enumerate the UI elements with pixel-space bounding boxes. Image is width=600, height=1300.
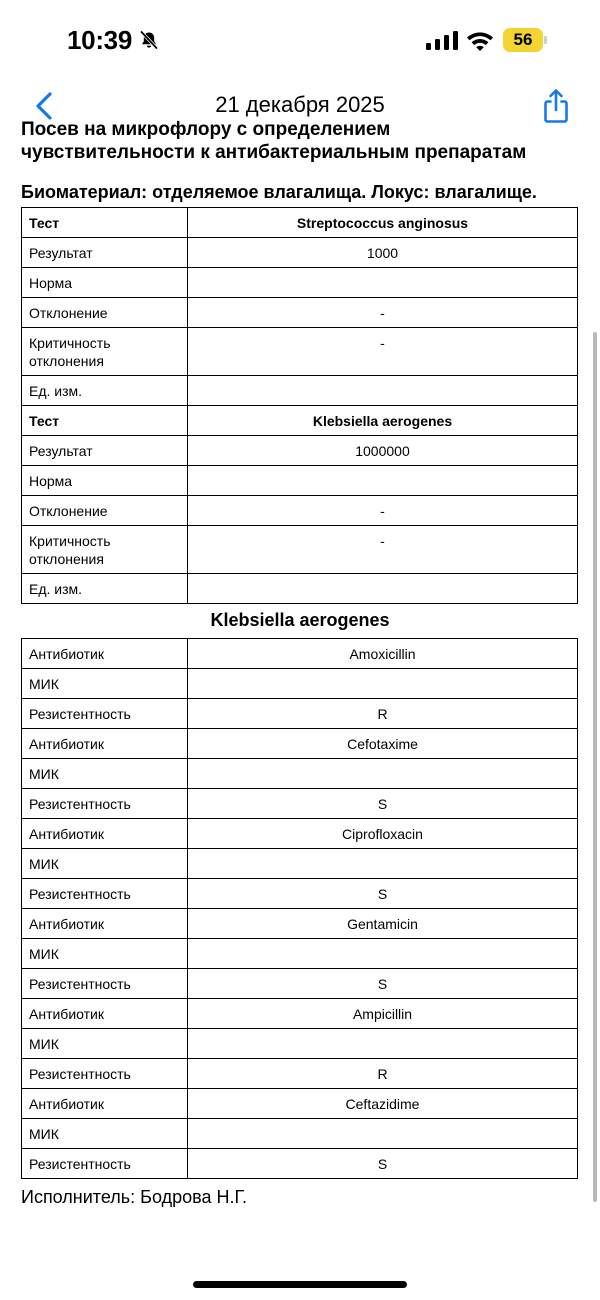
row-value: Klebsiella aerogenes — [188, 406, 578, 436]
antibiotic-row — [22, 639, 578, 669]
executor: Исполнитель: Бодрова Н.Г. — [21, 1187, 248, 1207]
cellular-signal-icon — [426, 31, 458, 50]
row-label: Антибиотик — [22, 909, 188, 939]
antibiotic-row — [22, 819, 578, 849]
result-row — [22, 376, 578, 406]
row-value — [188, 268, 578, 298]
wifi-icon — [466, 30, 494, 51]
result-row — [22, 238, 578, 268]
row-value — [188, 939, 578, 969]
resistance-row — [22, 789, 578, 819]
home-indicator[interactable] — [193, 1281, 407, 1288]
row-label: Антибиотик — [22, 819, 188, 849]
row-label: МИК — [22, 939, 188, 969]
row-value: - — [188, 298, 578, 328]
row-value: 1000 — [188, 238, 578, 268]
resistance-row — [22, 969, 578, 999]
result-row — [22, 298, 578, 328]
mic-row — [22, 1029, 578, 1059]
status-bar — [0, 0, 600, 80]
row-value — [188, 1029, 578, 1059]
row-value — [188, 1119, 578, 1149]
row-value: Ampicillin — [188, 999, 578, 1029]
row-label: Норма — [22, 466, 188, 496]
row-value: S — [188, 879, 578, 909]
document-title-line-1: Посев на микрофлору с определением — [21, 119, 391, 140]
row-label: Критичность отклонения — [22, 328, 188, 376]
row-value — [188, 849, 578, 879]
mic-row — [22, 669, 578, 699]
antibiotic-row — [22, 729, 578, 759]
resistance-row — [22, 1059, 578, 1089]
row-label: Результат — [22, 436, 188, 466]
row-value: - — [188, 496, 578, 526]
document-page — [21, 118, 579, 1208]
row-label: Результат — [22, 238, 188, 268]
row-label: Критичность отклонения — [22, 526, 188, 574]
row-label: Резистентность — [22, 1059, 188, 1089]
row-value: - — [188, 328, 578, 376]
row-label: Норма — [22, 268, 188, 298]
row-value — [188, 466, 578, 496]
row-value: S — [188, 789, 578, 819]
mic-row — [22, 939, 578, 969]
row-label: Отклонение — [22, 298, 188, 328]
row-label: Резистентность — [22, 879, 188, 909]
row-value — [188, 574, 578, 604]
result-row — [22, 268, 578, 298]
antibiogram-heading: Klebsiella aerogenes — [210, 610, 390, 630]
row-value: Gentamicin — [188, 909, 578, 939]
row-value — [188, 376, 578, 406]
row-label: МИК — [22, 1119, 188, 1149]
status-time: 10:39 — [67, 25, 132, 55]
document-title — [21, 118, 579, 164]
row-label: МИК — [22, 849, 188, 879]
row-value: S — [188, 969, 578, 999]
row-value — [188, 669, 578, 699]
resistance-row — [22, 1149, 578, 1179]
row-label: Антибиотик — [22, 639, 188, 669]
mic-row — [22, 849, 578, 879]
biomaterial-info: Биоматериал: отделяемое влагалища. Локус: влагалище. — [21, 182, 537, 202]
antibiotic-row — [22, 999, 578, 1029]
scroll-indicator[interactable] — [593, 332, 597, 1202]
battery-indicator — [503, 28, 548, 52]
battery-level: 56 — [513, 30, 533, 49]
test-header-row — [22, 208, 578, 238]
row-label: Резистентность — [22, 1149, 188, 1179]
row-label: МИК — [22, 759, 188, 789]
row-value: Ceftazidime — [188, 1089, 578, 1119]
result-row — [22, 496, 578, 526]
row-label: Резистентность — [22, 789, 188, 819]
row-label: МИК — [22, 669, 188, 699]
row-label: Тест — [22, 406, 188, 436]
row-label: Резистентность — [22, 699, 188, 729]
row-value: S — [188, 1149, 578, 1179]
row-value: Streptococcus anginosus — [188, 208, 578, 238]
result-row — [22, 574, 578, 604]
antibiotic-row — [22, 909, 578, 939]
row-value: R — [188, 699, 578, 729]
row-label: МИК — [22, 1029, 188, 1059]
row-label: Антибиотик — [22, 729, 188, 759]
row-label: Тест — [22, 208, 188, 238]
row-value: Amoxicillin — [188, 639, 578, 669]
row-label: Антибиотик — [22, 1089, 188, 1119]
test-header-row — [22, 406, 578, 436]
row-value — [188, 759, 578, 789]
mic-row — [22, 759, 578, 789]
row-label: Ед. изм. — [22, 574, 188, 604]
page-title: 21 декабря 2025 — [215, 92, 385, 117]
row-label: Антибиотик — [22, 999, 188, 1029]
mic-row — [22, 1119, 578, 1149]
row-value: - — [188, 526, 578, 574]
document-viewer[interactable] — [0, 119, 600, 1272]
result-row — [22, 436, 578, 466]
row-label: Ед. изм. — [22, 376, 188, 406]
resistance-row — [22, 699, 578, 729]
result-row — [22, 466, 578, 496]
result-row — [22, 526, 578, 574]
row-value: Cefotaxime — [188, 729, 578, 759]
bell-slash-icon — [139, 30, 159, 50]
antibiogram-table — [21, 638, 578, 1179]
resistance-row — [22, 879, 578, 909]
document-title-line-2: чувствительности к антибактериальным препаратам — [21, 142, 527, 163]
row-value: Ciprofloxacin — [188, 819, 578, 849]
row-value: R — [188, 1059, 578, 1089]
row-label: Отклонение — [22, 496, 188, 526]
results-table — [21, 207, 578, 604]
row-label: Резистентность — [22, 969, 188, 999]
antibiotic-row — [22, 1089, 578, 1119]
result-row — [22, 328, 578, 376]
row-value: 1000000 — [188, 436, 578, 466]
